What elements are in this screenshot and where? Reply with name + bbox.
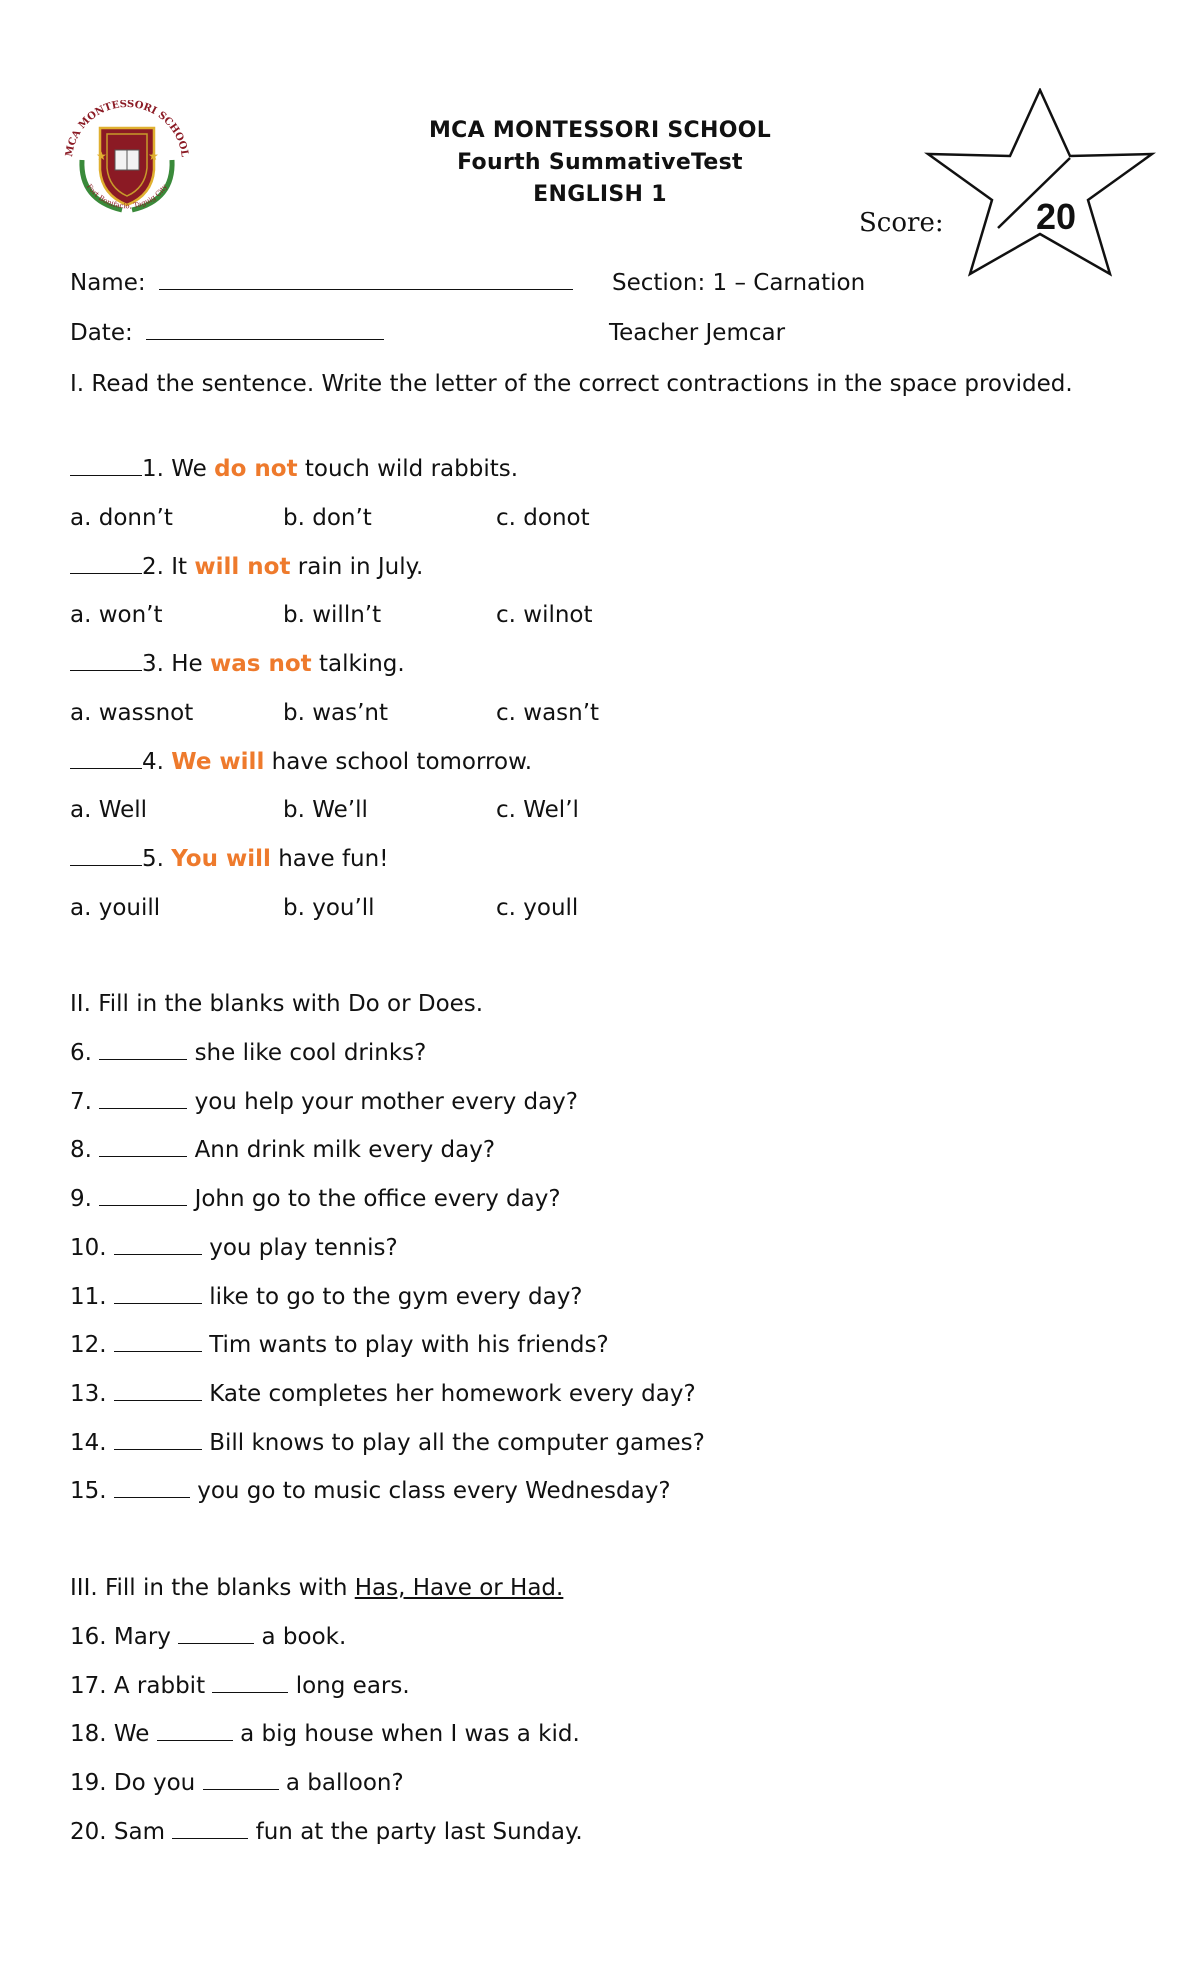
answer-blank[interactable] bbox=[114, 1431, 202, 1450]
score-label: Score: bbox=[859, 208, 944, 238]
question-text: you play tennis? bbox=[209, 1234, 398, 1261]
question-number: 4. bbox=[142, 748, 164, 775]
question-text-pre: Do you bbox=[113, 1770, 196, 1797]
question-number: 19. bbox=[70, 1770, 107, 1797]
answer-blank[interactable] bbox=[114, 1382, 202, 1401]
question-number: 20. bbox=[70, 1818, 107, 1845]
question-text-post: a big house when I was a kid. bbox=[240, 1721, 580, 1748]
subject-title: ENGLISH 1 bbox=[533, 182, 667, 207]
question-text-post: have fun! bbox=[270, 846, 389, 872]
svg-text:★: ★ bbox=[148, 149, 159, 163]
answer-blank[interactable] bbox=[70, 847, 142, 866]
part3-options-underlined: Has, Have or Had. bbox=[354, 1575, 564, 1601]
part3-instructions bbox=[70, 1573, 563, 1603]
answer-choice: a. won’t bbox=[70, 602, 163, 628]
answer-blank[interactable] bbox=[114, 1479, 190, 1498]
part1-instructions: I. Read the sentence. Write the letter of the correct contractions in the space provided. bbox=[70, 371, 1073, 397]
question-number: 9. bbox=[70, 1186, 92, 1213]
answer-blank[interactable] bbox=[172, 1820, 248, 1839]
answer-choice: b. don’t bbox=[283, 504, 372, 531]
answer-choice: b. We’ll bbox=[283, 797, 368, 823]
question-row bbox=[70, 1671, 410, 1701]
logo-ring-top-text: MCA MONTESSORI SCHOOL bbox=[64, 100, 190, 158]
question-row bbox=[70, 1184, 561, 1214]
question-row bbox=[70, 1476, 671, 1506]
school-logo bbox=[52, 100, 202, 220]
question-number: 8. bbox=[70, 1137, 92, 1164]
question-text-post: talking. bbox=[311, 651, 405, 677]
answer-blank[interactable] bbox=[114, 1333, 202, 1352]
question-text-pre: A rabbit bbox=[113, 1672, 206, 1699]
answer-choice: b. willn’t bbox=[283, 602, 382, 628]
question-number: 13. bbox=[70, 1380, 107, 1407]
answer-choice: c. wasn’t bbox=[496, 699, 600, 726]
answer-blank[interactable] bbox=[99, 1187, 187, 1206]
question-number: 16. bbox=[70, 1624, 107, 1650]
answer-choice: c. donot bbox=[496, 504, 590, 531]
question-row bbox=[70, 1768, 404, 1798]
score-star bbox=[920, 88, 1160, 278]
question-row bbox=[70, 649, 405, 679]
question-text-pre: We bbox=[171, 456, 215, 482]
answer-choice: c. Wel’l bbox=[496, 797, 579, 823]
answer-choice: b. was’nt bbox=[283, 699, 389, 726]
answer-blank[interactable] bbox=[70, 750, 142, 769]
question-row bbox=[70, 1622, 346, 1652]
question-row bbox=[70, 1087, 578, 1117]
highlighted-words: do not bbox=[214, 456, 298, 482]
answer-blank[interactable] bbox=[99, 1041, 187, 1060]
question-row bbox=[70, 1233, 398, 1263]
name-label: Name: bbox=[70, 270, 146, 296]
question-number: 15. bbox=[70, 1478, 107, 1505]
question-text-post: rain in July. bbox=[290, 553, 424, 580]
question-row bbox=[70, 1282, 583, 1312]
question-text-pre: It bbox=[171, 553, 195, 580]
answer-choice: b. you’ll bbox=[283, 894, 375, 921]
question-number: 5. bbox=[142, 846, 164, 872]
question-text-pre: Sam bbox=[113, 1818, 165, 1845]
question-number: 6. bbox=[70, 1040, 92, 1066]
question-text: you help your mother every day? bbox=[194, 1088, 578, 1115]
question-row bbox=[70, 1379, 696, 1409]
question-row bbox=[70, 1038, 426, 1068]
question-number: 3. bbox=[142, 651, 164, 677]
answer-choice: c. youll bbox=[496, 894, 579, 921]
answer-blank[interactable] bbox=[114, 1285, 202, 1304]
answer-blank[interactable] bbox=[212, 1674, 288, 1693]
name-blank[interactable] bbox=[159, 271, 573, 290]
question-text: Bill knows to play all the computer games? bbox=[209, 1429, 705, 1456]
answer-choice: a. youill bbox=[70, 894, 161, 921]
answer-blank[interactable] bbox=[114, 1236, 202, 1255]
part3-instructions-text: III. Fill in the blanks with bbox=[70, 1575, 355, 1601]
question-row bbox=[70, 1428, 705, 1458]
question-number: 7. bbox=[70, 1088, 92, 1115]
question-number: 18. bbox=[70, 1721, 107, 1748]
highlighted-words: will not bbox=[194, 553, 291, 580]
question-row bbox=[70, 1719, 580, 1749]
question-row bbox=[70, 1817, 583, 1847]
answer-blank[interactable] bbox=[178, 1625, 254, 1644]
part2-instructions: II. Fill in the blanks with Do or Does. bbox=[70, 991, 484, 1017]
answer-blank[interactable] bbox=[203, 1771, 279, 1790]
highlighted-words: We will bbox=[171, 748, 265, 775]
question-text: Tim wants to play with his friends? bbox=[209, 1332, 609, 1359]
question-row bbox=[70, 844, 388, 874]
question-row bbox=[70, 1135, 495, 1165]
question-row bbox=[70, 1330, 609, 1360]
question-number: 14. bbox=[70, 1429, 107, 1456]
school-name: MCA MONTESSORI SCHOOL bbox=[428, 118, 772, 143]
answer-blank[interactable] bbox=[70, 555, 142, 574]
answer-choice: a. wassnot bbox=[70, 699, 194, 726]
answer-choice: a. Well bbox=[70, 797, 148, 823]
logo-ring-bottom-text: Fort Bonifacio, Taguig City bbox=[85, 182, 169, 211]
question-number: 12. bbox=[70, 1332, 107, 1359]
question-text-post: have school tomorrow. bbox=[264, 748, 533, 775]
date-label: Date: bbox=[70, 320, 133, 346]
date-blank[interactable] bbox=[146, 321, 384, 340]
answer-blank[interactable] bbox=[70, 652, 142, 671]
question-text: Kate completes her homework every day? bbox=[209, 1380, 696, 1407]
question-number: 11. bbox=[70, 1283, 107, 1310]
section-label: Section: 1 – Carnation bbox=[612, 270, 866, 296]
question-number: 10. bbox=[70, 1234, 107, 1261]
teacher-label: Teacher Jemcar bbox=[609, 320, 786, 346]
question-text: John go to the office every day? bbox=[194, 1186, 561, 1213]
question-text: Ann drink milk every day? bbox=[194, 1137, 496, 1164]
question-text-pre: He bbox=[171, 651, 211, 677]
question-text: you go to music class every Wednesday? bbox=[197, 1478, 671, 1505]
question-text-post: a balloon? bbox=[285, 1770, 404, 1797]
answer-choice: c. wilnot bbox=[496, 602, 593, 628]
name-row bbox=[70, 268, 573, 298]
svg-text:★: ★ bbox=[96, 149, 107, 163]
question-text-post: touch wild rabbits. bbox=[297, 456, 519, 482]
answer-blank[interactable] bbox=[99, 1138, 187, 1157]
question-text-post: a book. bbox=[261, 1624, 347, 1650]
date-row bbox=[70, 318, 384, 348]
highlighted-words: was not bbox=[210, 651, 312, 677]
test-title: Fourth SummativeTest bbox=[457, 150, 743, 175]
answer-blank[interactable] bbox=[70, 457, 142, 476]
question-text-post: fun at the party last Sunday. bbox=[255, 1818, 583, 1845]
question-number: 2. bbox=[142, 553, 164, 580]
answer-blank[interactable] bbox=[99, 1090, 187, 1109]
highlighted-words: You will bbox=[171, 846, 271, 872]
question-number: 1. bbox=[142, 456, 164, 482]
question-row bbox=[70, 747, 532, 777]
question-number: 17. bbox=[70, 1672, 107, 1699]
question-row bbox=[70, 454, 518, 484]
question-row bbox=[70, 552, 423, 582]
question-text-pre: We bbox=[113, 1721, 150, 1748]
question-text-post: long ears. bbox=[295, 1672, 410, 1699]
answer-blank[interactable] bbox=[157, 1722, 233, 1741]
score-total: 20 bbox=[1036, 196, 1077, 237]
question-text-pre: Mary bbox=[113, 1624, 171, 1650]
question-text: like to go to the gym every day? bbox=[209, 1283, 583, 1310]
question-text: she like cool drinks? bbox=[194, 1040, 427, 1066]
answer-choice: a. donn’t bbox=[70, 504, 173, 531]
